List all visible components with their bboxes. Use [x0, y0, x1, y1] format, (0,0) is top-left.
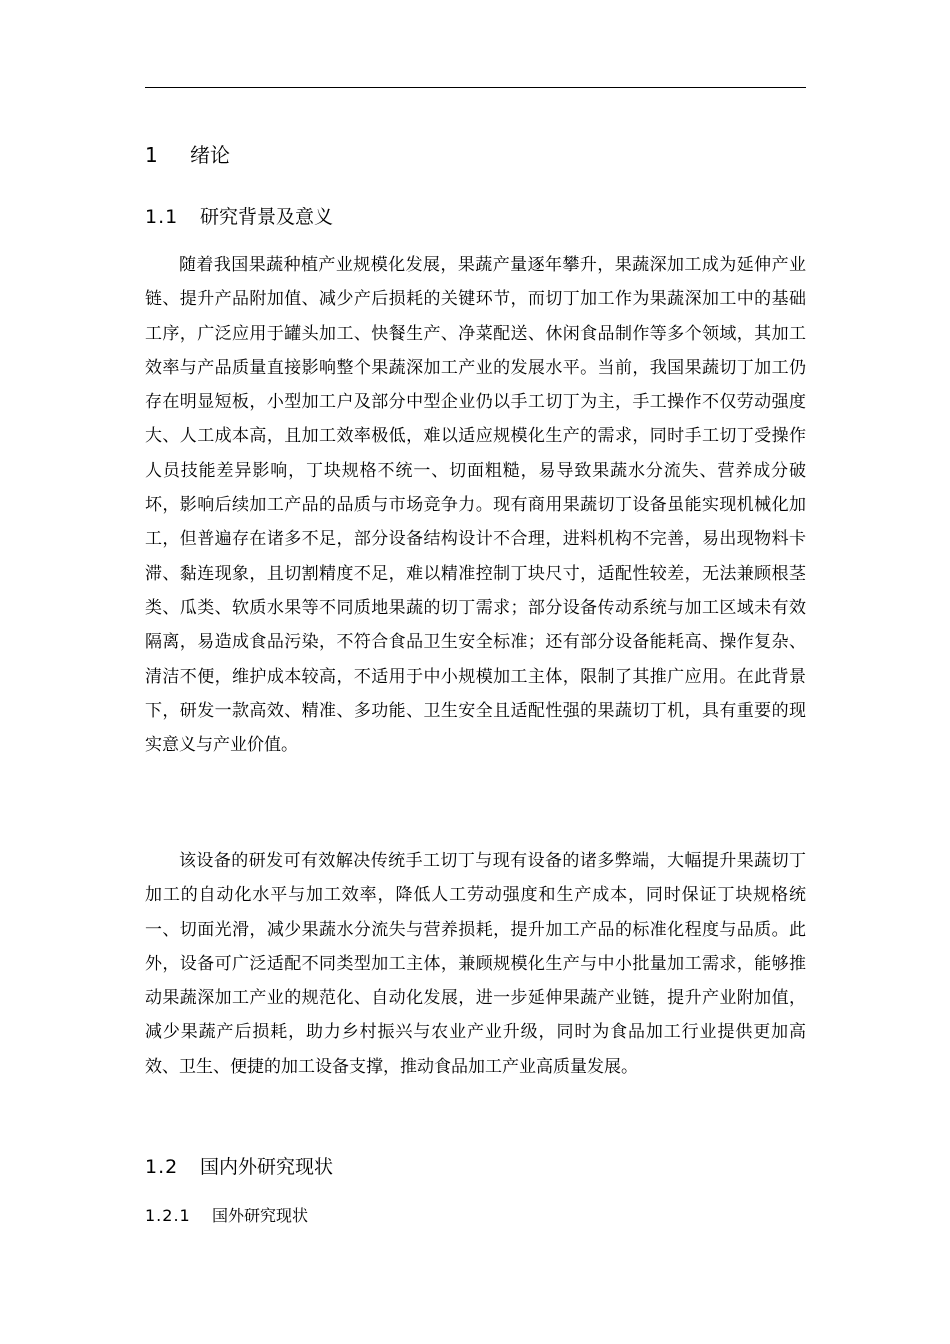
subsection-title: 国外研究现状 [212, 1206, 309, 1225]
body-paragraph: 该设备的研发可有效解决传统手工切丁与现有设备的诸多弊端，大幅提升果蔬切丁加工的自动化水平与加工效率，降低人工劳动强度和生产成本，同时保证丁块规格统一、切面光滑，减少果蔬水分流失与营养损耗，提升加工产品的标准化程度与品质。此外，设备可广泛适配不同类型加工主体，兼顾规模化生产与中小批量加工需求，能够推动果蔬深加工产业的规范化、自动化发展，进一步延伸果蔬产业链，提升产业附加值，减少果蔬产后损耗，助力乡村振兴与农业产业升级，同时为食品加工行业提供更加高效、卫生、便捷的加工设备支撑，推动食品加工产业高质量发展。 [145, 851, 806, 1077]
chapter-heading [145, 141, 230, 169]
section-title: 国内外研究现状 [200, 1156, 334, 1178]
subsection-heading-1-2-1 [145, 1204, 308, 1228]
header-rule [145, 87, 806, 88]
section-number: 1.1 [145, 206, 179, 228]
section-number: 1.2 [145, 1156, 179, 1178]
section-heading-1-1 [145, 203, 333, 231]
chapter-title: 绪论 [190, 143, 230, 167]
subsection-number: 1.2.1 [145, 1206, 191, 1225]
section-title: 研究背景及意义 [200, 206, 334, 228]
body-paragraph: 随着我国果蔬种植产业规模化发展，果蔬产量逐年攀升，果蔬深加工成为延伸产业链、提升产品附加值、减少产后损耗的关键环节，而切丁加工作为果蔬深加工中的基础工序，广泛应用于罐头加工、快餐生产、净菜配送、休闲食品制作等多个领域，其加工效率与产品质量直接影响整个果蔬深加工产业的发展水平。当前，我国果蔬切丁加工仍存在明显短板，小型加工户及部分中型企业仍以手工切丁为主，手工操作不仅劳动强度大、人工成本高，且加工效率极低，难以适应规模化生产的需求，同时手工切丁受操作人员技能差异影响，丁块规格不统一、切面粗糙，易导致果蔬水分流失、营养成分破坏，影响后续加工产品的品质与市场竞争力。现有商用果蔬切丁设备虽能实现机械化加工，但普遍存在诸多不足，部分设备结构设计不合理，进料机构不完善，易出现物料卡滞、黏连现象，且切割精度不足，难以精准控制丁块尺寸，适配性较差，无法兼顾根茎类、瓜类、软质水果等不同质地果蔬的切丁需求；部分设备传动系统与加工区域未有效隔离，易造成食品污染，不符合食品卫生安全标准；还有部分设备能耗高、操作复杂、清洁不便，维护成本较高，不适用于中小规模加工主体，限制了其推广应用。在此背景下，研发一款高效、精准、多功能、卫生安全且适配性强的果蔬切丁机，具有重要的现实意义与产业价值。 [145, 255, 806, 756]
section-heading-1-2 [145, 1153, 333, 1181]
chapter-number: 1 [145, 143, 158, 167]
